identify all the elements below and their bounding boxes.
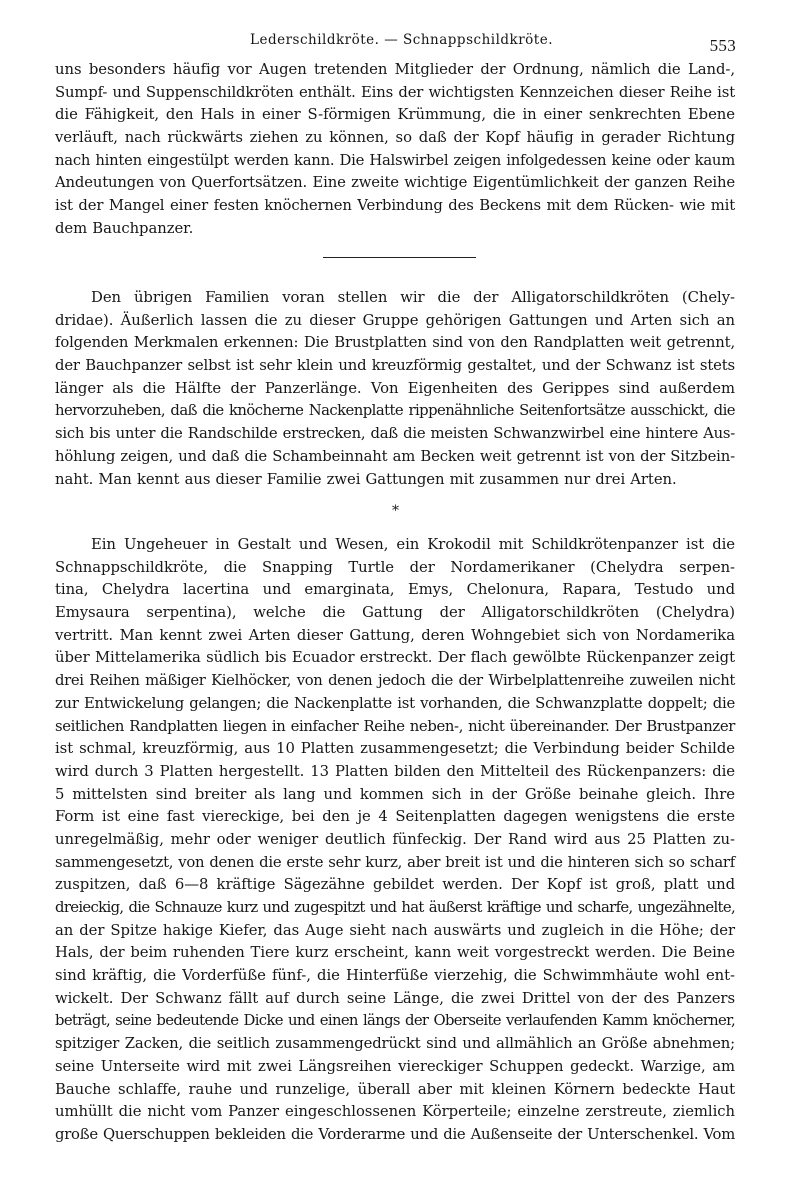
text-line: sind kräftig, die Vorderfüße fünf-, die Hinterfüße vierzehig, die Schwimmhäute wohl ent- xyxy=(55,967,735,985)
text-line: Hals, der beim ruhenden Tiere kurz erscheint, kann weit vorgestreckt werden. Die Beine xyxy=(55,944,735,962)
text-line: wird durch 3 Platten hergestellt. 13 Platten bilden den Mittelteil des Rückenpanzers: die xyxy=(55,762,735,780)
text-line: länger als die Hälfte der Panzerlänge. Von Eigenheiten des Gerippes sind außerdem xyxy=(55,379,735,397)
text-line: beträgt, seine bedeutende Dicke und einen längs der Oberseite verlaufenden Kamm knöcherner, xyxy=(55,1012,735,1030)
text-line: wickelt. Der Schwanz fällt auf durch seine Länge, die zwei Drittel von der des Panzers xyxy=(55,989,735,1007)
text-line: zuspitzen, daß 6—8 kräftige Sägezähne gebildet werden. Der Kopf ist groß, platt und xyxy=(55,876,735,894)
text-line: hervorzuheben, daß die knöcherne Nackenplatte rippenähnliche Seitenfortsätze ausschickt, die xyxy=(55,402,735,420)
paragraph-continuation xyxy=(55,59,735,241)
text-line: nach hinten eingestülpt werden kann. Die Halswirbel zeigen infolgedessen keine oder kaum xyxy=(55,151,735,169)
text-line: naht. Man kennt aus dieser Familie zwei Gattungen mit zusammen nur drei Arten. xyxy=(55,470,677,488)
text-line: Andeutungen von Querfortsätzen. Eine zweite wichtige Eigentümlichkeit der ganzen Reihe xyxy=(55,174,735,192)
text-line: Sumpf- und Suppenschildkröten enthält. Eins der wichtigsten Kennzeichen dieser Reihe ist xyxy=(55,83,735,101)
text-line: Schnappschildkröte, die Snapping Turtle der Nordamerikaner (Chelydra serpen- xyxy=(55,558,735,576)
text-line: der Bauchpanzer selbst ist sehr klein und kreuzförmig gestaltet, und der Schwanz ist stets xyxy=(55,357,735,375)
text-line: zur Entwickelung gelangen; die Nackenplatte ist vorhanden, die Schwanzplatte doppelt; die xyxy=(55,694,735,712)
text-line: die Fähigkeit, den Hals in einer S-förmigen Krümmung, die in einer senkrechten Ebene xyxy=(55,106,735,124)
text-line: höhlung zeigen, und daß die Schambeinnaht am Becken weit getrennt ist von der Sitzbein- xyxy=(55,447,735,465)
text-line: sammengesetzt, von denen die erste sehr kurz, aber breit ist und die hinteren sich so scharf xyxy=(55,853,735,871)
text-line: Ein Ungeheuer in Gestalt und Wesen, ein Krokodil mit Schildkrötenpanzer ist die xyxy=(91,536,735,553)
text-line: ist schmal, kreuzförmig, aus 10 Platten zusammengesetzt; die Verbindung beider Schilde xyxy=(55,740,735,758)
text-line: unregelmäßig, mehr oder weniger deutlich fünfeckig. Der Rand wird aus 25 Platten zu- xyxy=(55,830,735,848)
text-line: tina, Chelydra lacertina und emarginata, Emys, Chelonura, Rapara, Testudo und xyxy=(55,581,735,599)
running-title: Lederschildkröte. — Schnappschildkröte. xyxy=(250,32,554,48)
page-number: 553 xyxy=(709,36,736,55)
text-line: Den übrigen Familien voran stellen wir die der Alligatorschildkröten (Chely- xyxy=(91,289,735,306)
text-line: dem Bauchpanzer. xyxy=(55,219,194,237)
text-line: umhüllt die nicht vom Panzer eingeschlossenen Körperteile; einzelne zerstreute, ziemlich xyxy=(55,1103,735,1121)
text-line: an der Spitze hakige Kiefer, das Auge sieht nach auswärts und zugleich in die Höhe; der xyxy=(55,921,735,939)
text-line: vertritt. Man kennt zwei Arten dieser Gattung, deren Wohngebiet sich von Nordamerika xyxy=(55,626,735,644)
paragraph-chelydridae xyxy=(55,287,735,491)
text-line: über Mittelamerika südlich bis Ecuador erstreckt. Der flach gewölbte Rückenpanzer zeigt xyxy=(55,649,735,667)
text-line: folgenden Merkmalen erkennen: Die Brustplatten sind von den Randplatten weit getrennt, xyxy=(55,334,735,352)
text-line: Bauche schlaffe, rauhe und runzelige, überall aber mit kleinen Körnern bedeckte Haut xyxy=(55,1080,735,1098)
text-line: seitlichen Randplatten liegen in einfacher Reihe neben-, nicht übereinander. Der Brustpanzer xyxy=(55,717,735,735)
text-line: drei Reihen mäßiger Kielhöcker, von denen jedoch die der Wirbelplattenreihe zuweilen nicht xyxy=(55,672,735,690)
text-line: spitziger Zacken, die seitlich zusammengedrückt sind und allmählich an Größe abnehmen; xyxy=(55,1035,735,1053)
text-line: sich bis unter die Randschilde erstrecken, daß die meisten Schwanzwirbel eine hintere Aus- xyxy=(55,425,735,443)
text-line: dreieckig, die Schnauze kurz und zugespitzt und hat äußerst kräftige und scharfe, ungezähnelte, xyxy=(55,899,735,916)
text-line: Form ist eine fast viereckige, bei den je 4 Seitenplatten dagegen wenigstens die erste xyxy=(55,808,735,826)
paragraph-snapping-turtle xyxy=(55,534,735,1147)
text-line: große Querschuppen bekleiden die Vorderarme und die Außenseite der Unterschenkel. Vom xyxy=(55,1125,735,1143)
section-divider-rule xyxy=(323,257,476,258)
text-line: dridae). Äußerlich lassen die zu dieser Gruppe gehörigen Gattungen und Arten sich an xyxy=(55,311,735,329)
running-head xyxy=(0,30,785,56)
text-line: seine Unterseite wird mit zwei Längsreihen viereckiger Schuppen gedeckt. Warzige, am xyxy=(55,1057,735,1075)
text-line: uns besonders häufig vor Augen tretenden Mitglieder der Ordnung, nämlich die Land-, xyxy=(55,61,735,78)
text-line: ist der Mangel einer festen knöchernen Verbindung des Beckens mit dem Rücken- wie mit xyxy=(55,197,735,215)
text-line: verläuft, nach rückwärts ziehen zu können, so daß der Kopf häufig in gerader Richtung xyxy=(55,129,735,147)
text-line: Emysaura serpentina), welche die Gattung der Alligatorschildkröten (Chelydra) xyxy=(55,604,735,622)
section-asterisk: * xyxy=(392,503,399,519)
text-line: 5 mittelsten sind breiter als lang und kommen sich in der Größe beinahe gleich. Ihre xyxy=(55,785,735,803)
